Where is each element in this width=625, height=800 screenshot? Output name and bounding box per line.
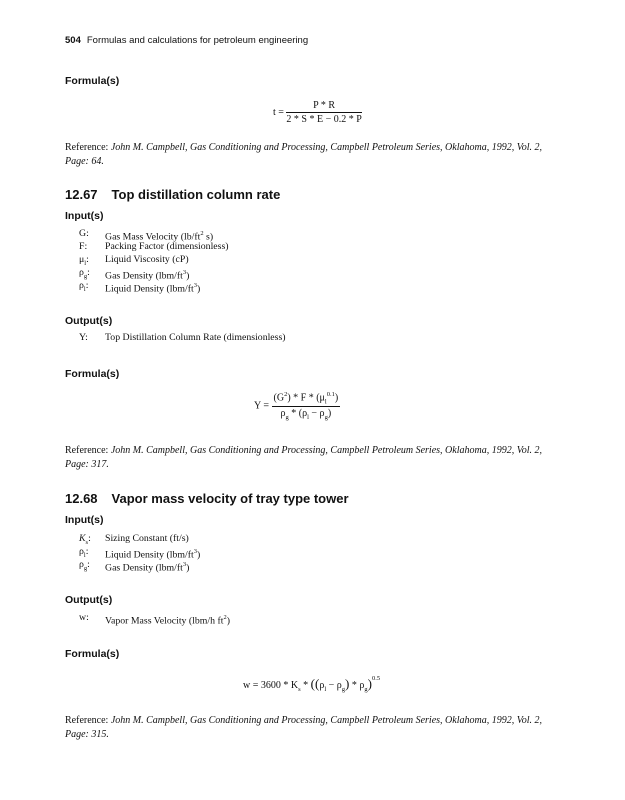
page-number: 504 (65, 35, 81, 46)
input-heading: Input(s) (65, 210, 104, 222)
input-heading: Input(s) (65, 514, 104, 526)
running-head (65, 35, 308, 46)
formula-heading: Formula(s) (65, 368, 120, 380)
reference: Reference: John M. Campbell, Gas Conditioning and Processing, Campbell Petroleum Series, Oklahoma, 1992, Vol. 2, Page: 317. (65, 445, 542, 470)
section-title: 12.67 Top distillation column rate (65, 187, 281, 202)
reference: Reference: John M. Campbell, Gas Conditioning and Processing, Campbell Petroleum Series, Oklahoma, 1992, Vol. 2, Page: 315. (65, 715, 542, 740)
section-title: 12.68 Vapor mass velocity of tray type tower (65, 491, 349, 506)
reference: Reference: John M. Campbell, Gas Conditioning and Processing, Campbell Petroleum Series, Oklahoma, 1992, Vol. 2, Page: 64. (65, 142, 542, 167)
formula-heading: Formula(s) (65, 648, 120, 660)
equation-thickness: t = $\frac{P * R}{2 * S * E - 0.2 * P}$ (273, 100, 362, 125)
output-heading: Output(s) (65, 594, 113, 606)
equation-vapor-mass-velocity: $w = 3600 * K_s * ((\rho_l - \rho_g) * \rho_g)^{0.5}$ (243, 674, 381, 693)
output-heading: Output(s) (65, 315, 113, 327)
equation-top-distillation: Y = $\frac{(G^2) * F * (\mu_l^{0.1})}{\rho_g * (\rho_l - \rho_g)}$ (254, 391, 339, 422)
formula-heading: Formula(s) (65, 75, 120, 87)
running-title: Formulas and calculations for petroleum engineering (86, 35, 309, 46)
